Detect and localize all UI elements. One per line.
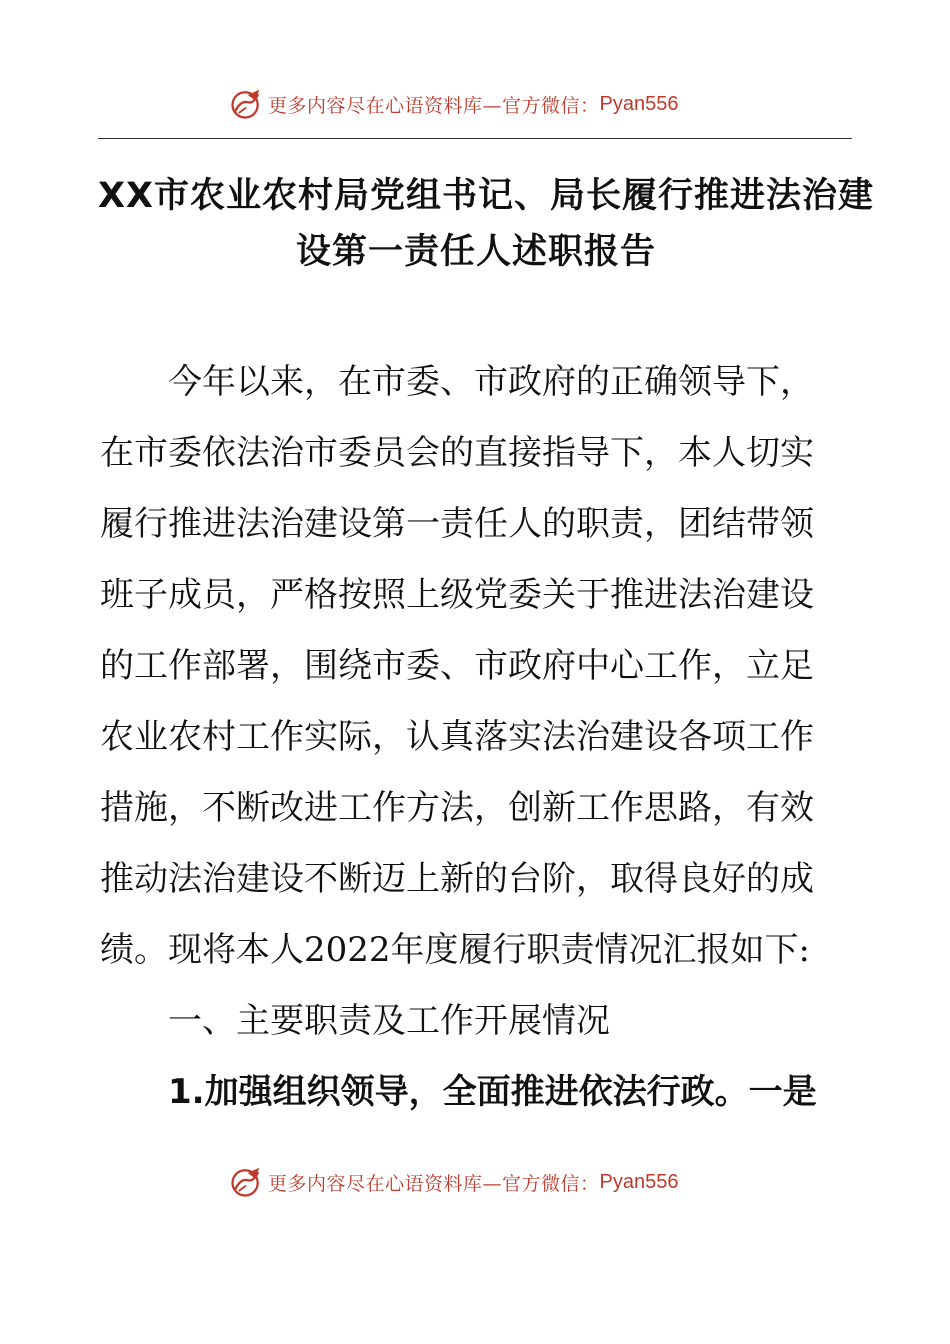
body-line: 措施，不断改进工作方法，创新工作思路，有效 [100,788,814,828]
footer-watermark [228,1162,678,1202]
section-heading: 一、主要职责及工作开展情况 [100,1001,610,1041]
title-line-2: 设第一责任人述职报告 [295,232,656,272]
watermark-wechat-id: Pyan556 [599,92,679,115]
title-line-1: XX市农业农村局党组书记、局长履行推进法治建 [98,176,874,216]
header-watermark [228,84,678,124]
header-divider [98,138,852,139]
body-line: 农业农村工作实际，认真落实法治建设各项工作 [100,717,814,757]
body-line: 班子成员，严格按照上级党委关于推进法治建设 [100,575,814,615]
body-line: 在市委依法治市委员会的直接指导下，本人切实 [100,433,814,473]
watermark-text: 更多内容尽在心语资料库—官方微信： [268,94,600,117]
pen-logo-icon [228,1164,264,1200]
body-line: 绩。现将本人2022年度履行职责情况汇报如下: [100,930,810,970]
subsection-heading: 1.加强组织领导，全面推进依法行政。一是 [100,1072,817,1112]
watermark-text: 更多内容尽在心语资料库—官方微信： [268,1172,600,1195]
body-line: 的工作部署，围绕市委、市政府中心工作，立足 [100,646,814,686]
watermark-wechat-id: Pyan556 [599,1170,679,1193]
document-title [98,168,874,280]
body-line: 履行推进法治建设第一责任人的职责，团结带领 [100,504,814,544]
body-line: 推动法治建设不断迈上新的台阶，取得良好的成 [100,859,814,899]
pen-logo-icon [228,86,264,122]
body-line: 今年以来，在市委、市政府的正确领导下， [100,362,814,402]
